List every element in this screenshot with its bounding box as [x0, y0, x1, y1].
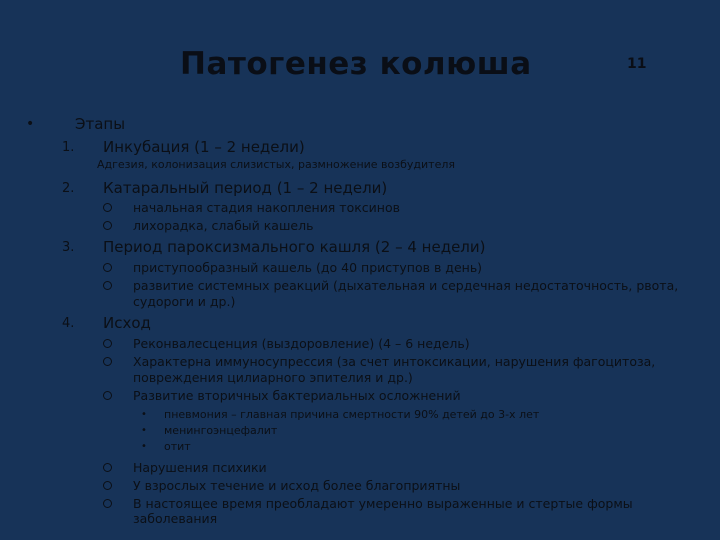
circle-bullet-icon — [103, 203, 112, 212]
slide-title: Патогенез колюша — [180, 46, 532, 82]
circle-bullet-icon — [103, 221, 112, 230]
complication-item: пневмония – главная причина смертности 90% детей до 3-х лет — [164, 408, 540, 421]
circle-bullet-icon — [103, 463, 112, 472]
stage-2-heading: Катаральный период (1 – 2 недели) — [103, 179, 388, 197]
page-number: 11 — [627, 56, 647, 72]
stage-3-heading: Период пароксизмального кашля (2 – 4 недели) — [103, 238, 486, 256]
stage-4-heading: Исход — [103, 314, 151, 332]
stage-2-item: лихорадка, слабый кашель — [133, 218, 314, 233]
circle-bullet-icon — [103, 263, 112, 272]
stage-3-item: развитие системных реакций (дыхательная и сердечная недостаточность, рвота, судороги и др.) — [133, 278, 679, 309]
small-bullet-icon: • — [141, 409, 147, 420]
bullet-dot: • — [26, 116, 35, 132]
stage-1-heading: Инкубация (1 – 2 недели) — [103, 138, 305, 156]
stage-3-number: 3. — [62, 240, 75, 255]
circle-bullet-icon — [103, 281, 112, 290]
stage-4-item: Характерна иммуносупрессия (за счет интоксикации, нарушения фагоцитоза, повреждения цилиарного эпителия и др.) — [133, 354, 656, 385]
circle-bullet-icon — [103, 391, 112, 400]
stage-2-number: 2. — [62, 181, 75, 196]
stage-4-item: Развитие вторичных бактериальных осложнений — [133, 388, 461, 403]
complication-item: отит — [164, 440, 191, 453]
circle-bullet-icon — [103, 339, 112, 348]
stage-4-number: 4. — [62, 316, 75, 331]
stage-4-item: Реконвалесценция (выздоровление) (4 – 6 недель) — [133, 336, 470, 351]
stage-1-note: Адгезия, колонизация слизистых, размножение возбудителя — [97, 158, 455, 171]
circle-bullet-icon — [103, 481, 112, 490]
section-heading: Этапы — [75, 115, 126, 133]
stage-3-item: приступообразный кашель (до 40 приступов в день) — [133, 260, 483, 275]
stage-4-item: В настоящее время преобладают умеренно выраженные и стертые формы заболевания — [133, 496, 633, 526]
small-bullet-icon: • — [141, 441, 147, 452]
circle-bullet-icon — [103, 499, 112, 508]
small-bullet-icon: • — [141, 425, 147, 436]
stage-2-item: начальная стадия накопления токсинов — [133, 200, 400, 215]
stage-4-item: У взрослых течение и исход более благоприятны — [133, 478, 461, 493]
stage-1-number: 1. — [62, 140, 75, 155]
circle-bullet-icon — [103, 357, 112, 366]
stage-4-item: Нарушения психики — [133, 460, 267, 475]
complication-item: менингоэнцефалит — [164, 424, 278, 437]
